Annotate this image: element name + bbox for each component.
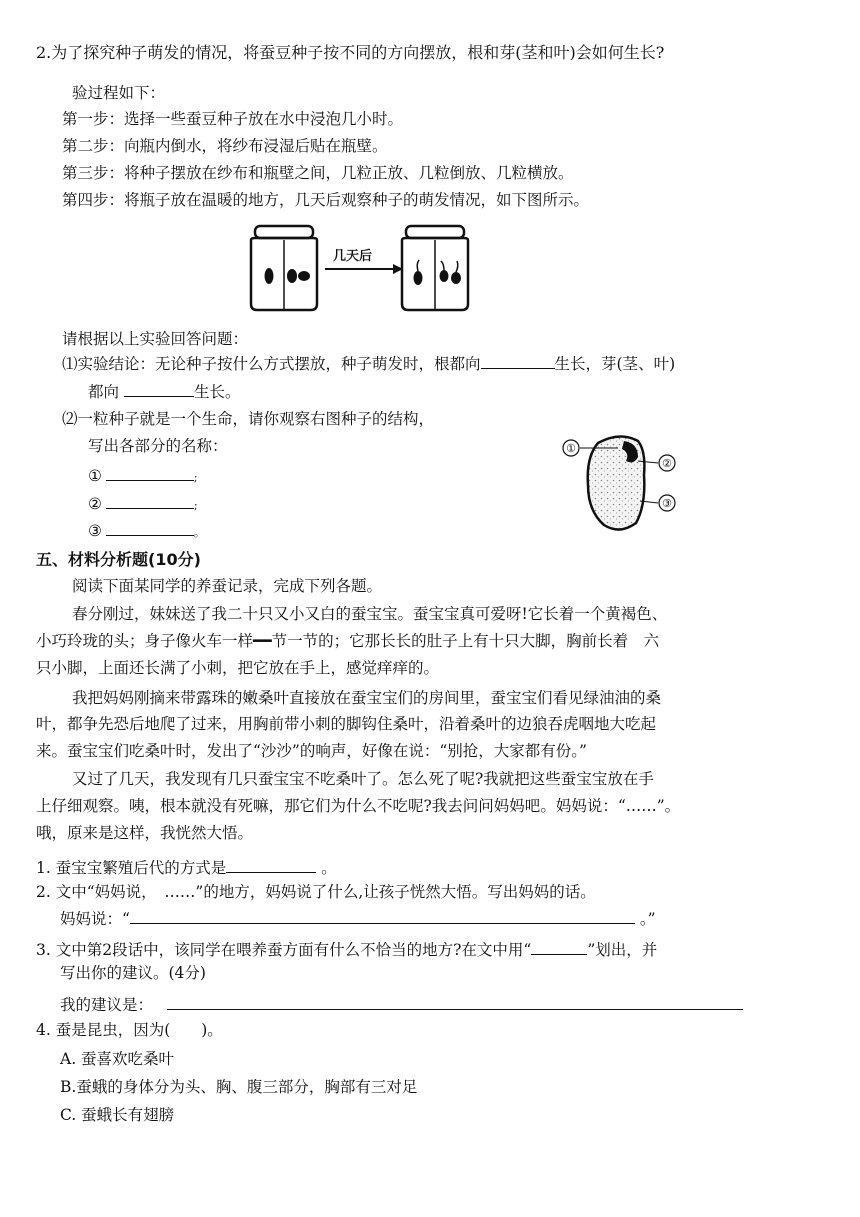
jar-experiment-figure <box>245 224 470 314</box>
seed-structure-figure <box>558 425 688 535</box>
step-4: 第四步：将瓶子放在温暖的地方，几天后观察种子的萌发情况，如下图所示。 <box>62 191 590 209</box>
part-3-row: ③ 。 <box>88 519 205 544</box>
passage-line-1: 春分刚过，妹妹送了我二十只又小又白的蚕宝宝。蚕宝宝真可爱呀!它长着一个黄褐色、 <box>72 605 668 623</box>
question-2-title: 2.为了探究种子萌发的情况，将蚕豆种子按不同的方向摆放，根和芽(茎和叶)会如何生长? <box>36 43 665 62</box>
section-5-intro: 阅读下面某同学的养蚕记录，完成下列各题。 <box>72 577 383 595</box>
answer-blank-part-2[interactable] <box>106 492 194 509</box>
answer-blank-root-direction[interactable] <box>481 352 555 369</box>
section-5-question-2: 2. 文中“妈妈说， ……”的地方，妈妈说了什么,让孩子恍然大悟。写出妈妈的话。 <box>36 883 596 901</box>
section-5-question-1: 1. 蚕宝宝繁殖后代的方式是 。 <box>36 856 337 879</box>
passage-line-9: 哦，原来是这样，我恍然大悟。 <box>36 824 254 842</box>
passage-line-7: 又过了几天，我发现有几只蚕宝宝不吃桑叶了。怎么死了呢?我就把这些蚕宝宝放在手 <box>72 770 654 788</box>
option-a[interactable]: A. 蚕喜欢吃桑叶 <box>60 1050 175 1068</box>
jar-before <box>251 226 317 310</box>
part-1-row: ① ; <box>88 464 198 489</box>
step-1: 第一步：选择一些蚕豆种子放在水中浸泡几小时。 <box>62 110 404 128</box>
passage-line-6: 来。蚕宝宝们吃桑叶时，发出了“沙沙”的响声，好像在说：“别抢，大家都有份。” <box>36 742 587 760</box>
option-b[interactable]: B.蚕蛾的身体分为头、胸、腹三部分，胸部有三对足 <box>60 1078 418 1096</box>
answer-blank-reproduction[interactable] <box>226 856 316 873</box>
sub-question-1-line-1: ⑴实验结论：无论种子按什么方式摆放，种子萌发时，根都向 生长，芽(茎、叶) <box>62 352 675 375</box>
answer-blank-suggestion[interactable] <box>167 993 743 1010</box>
step-2: 第二步：向瓶内倒水，将纱布浸湿后贴在瓶壁。 <box>62 137 388 155</box>
passage-line-5: 叶，都争先恐后地爬了过来，用胸前带小刺的脚钩住桑叶，沿着桑叶的边狼吞虎咽地大吃起 <box>36 715 657 733</box>
answer-blank-part-1[interactable] <box>106 464 194 481</box>
passage-line-4: 我把妈妈刚摘来带露珠的嫩桑叶直接放在蚕宝宝们的房间里，蚕宝宝们看见绿油油的桑 <box>72 689 662 707</box>
underline-mark-sample <box>531 938 587 955</box>
mother-said-row: 妈妈说：“ 。” <box>60 907 656 930</box>
answer-prompt: 请根据以上实验回答问题： <box>62 330 249 348</box>
passage-line-2: 小巧玲珑的头；身子像火车一样━━节一节的；它那长长的肚子上有十只大脚，胸前长着 六 <box>36 632 660 650</box>
answer-blank-shoot-direction[interactable] <box>124 380 194 397</box>
section-5-question-3-line-1: 3. 文中第2段话中，该同学在喂养蚕方面有什么不恰当的地方?在文中用“ ”划出，并 <box>36 938 657 961</box>
option-c[interactable]: C. 蚕蛾长有翅膀 <box>60 1106 175 1124</box>
passage-line-3: 只小脚，上面还长满了小刺，把它放在手上，感觉痒痒的。 <box>36 659 440 677</box>
section-5-question-3-line-2: 写出你的建议。(4分) <box>60 964 206 982</box>
sub-question-2-line-2: 写出各部分的名称： <box>88 437 228 455</box>
sub-question-2-line-1: ⑵一粒种子就是一个生命，请你观察右图种子的结构， <box>62 410 435 428</box>
seed-label-3: ③ <box>662 497 672 510</box>
answer-blank-mother-words[interactable] <box>130 907 635 924</box>
answer-blank-part-3[interactable] <box>106 519 194 536</box>
sub-question-1-line-2: 都向 生长。 <box>88 380 240 403</box>
passage-line-8: 上仔细观察。咦，根本就没有死嘛，那它们为什么不吃呢?我去问问妈妈吧。妈妈说：“……”。 <box>36 797 681 815</box>
arrow-label: 几天后 <box>333 248 373 263</box>
seed-label-1: ① <box>566 442 576 455</box>
suggestion-row: 我的建议是： <box>60 993 743 1016</box>
step-3: 第三步：将种子摆放在纱布和瓶壁之间，几粒正放、几粒倒放、几粒横放。 <box>62 164 574 182</box>
section-5-question-4: 4. 蚕是昆虫，因为( )。 <box>36 1021 223 1039</box>
seed-label-2: ② <box>662 457 672 470</box>
part-2-row: ② ; <box>88 492 198 517</box>
section-5-heading: 五、材料分析题(10分) <box>36 550 201 569</box>
process-title: 验过程如下： <box>72 84 166 102</box>
